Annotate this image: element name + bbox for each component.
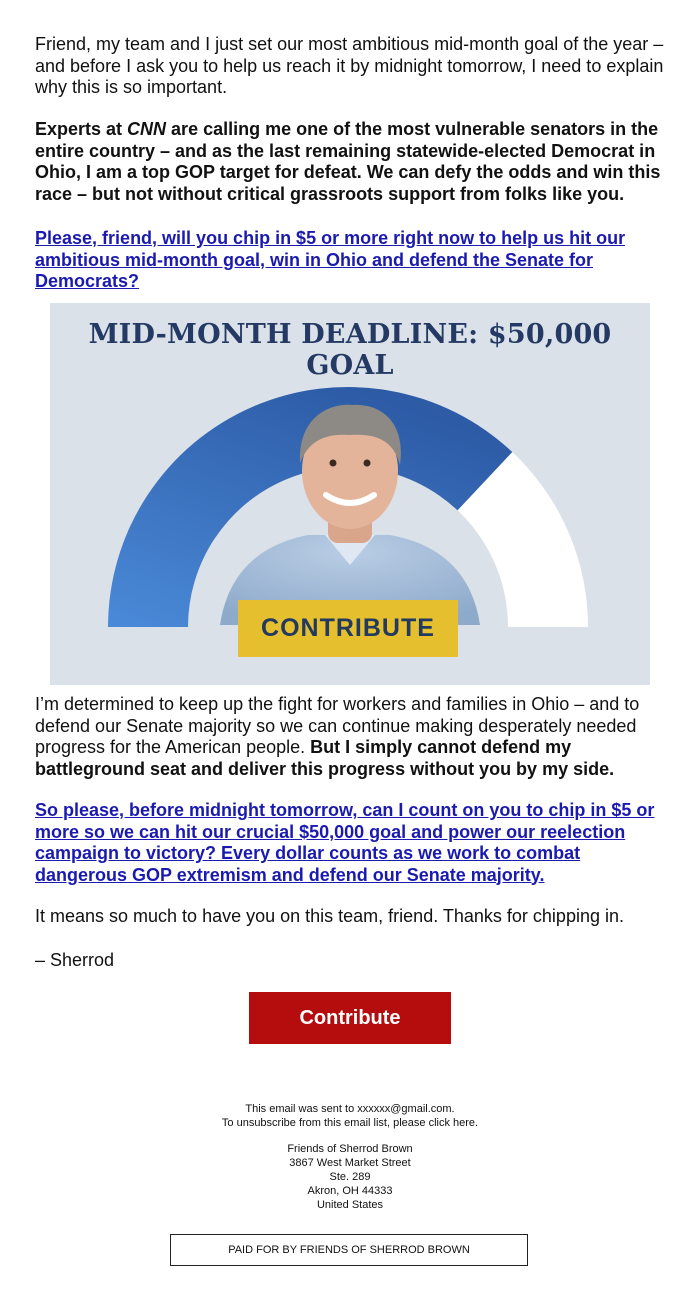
goal-banner[interactable] [50,303,650,685]
mailing-address [0,1142,700,1212]
unsub-suffix: . [475,1117,479,1129]
address-line: United States [316,1199,384,1211]
unsubscribe-link[interactable]: click here [428,1117,476,1129]
banner-title: MID-MONTH DEADLINE: $50,000 GOAL [88,319,612,381]
donate-link-paragraph-2 [35,800,667,886]
sent-prefix: This email was sent to [245,1103,358,1115]
address-line: 3867 West Market Street [289,1157,411,1169]
unsub-prefix: To unsubscribe from this email list, please [221,1117,429,1129]
donate-link-paragraph-1 [35,228,667,293]
contribute-button[interactable]: Contribute [249,992,451,1044]
address-line: Akron, OH 44333 [307,1185,393,1197]
experts-paragraph [35,119,667,205]
intro-paragraph: Friend, my team and I just set our most ambitious mid-month goal of the year – and before I ask you to help us reach it by midnight tomorrow, I need to explain why this is so important. [35,34,664,97]
determined-bold: But I simply cannot defend my battleground seat and deliver this progress without you by my side. [35,737,615,779]
thanks-paragraph: It means so much to have you on this team, friend. Thanks for chipping in. [35,906,624,926]
determined-text: I’m determined to keep up the fight for workers and families in Ohio – and to defend our Senate majority so we can continue making desperately needed progress for the American people. [35,694,640,757]
news-source: CNN [127,119,167,139]
sent-suffix: . [451,1103,455,1115]
footer-notice [0,1102,700,1130]
address-line: Ste. 289 [329,1171,371,1183]
determined-paragraph [35,694,667,780]
experts-lead: Experts at [35,119,128,139]
experts-rest: are calling me one of the most vulnerable senators in the entire country – and as the last remaining statewide-elected Democrat in Ohio, I am a top GOP target for defeat. We can defy the odds and win this race – but not without critical grassroots support from folks like you. [35,119,661,204]
address-line: Friends of Sherrod Brown [287,1143,413,1155]
donate-link-2[interactable]: So please, before midnight tomorrow, can I count on you to chip in $5 or more so we can hit our crucial $50,000 goal and power our reelection campaign to victory? Every dollar counts as we work to combat dangerous GOP extremism and defend our Senate majority. [35,800,655,885]
banner-contribute-button[interactable]: CONTRIBUTE [238,600,458,657]
sent-to-line [0,1102,700,1116]
donate-link-1[interactable]: Please, friend, will you chip in $5 or more right now to help us hit our ambitious mid-month goal, win in Ohio and defend the Senate for Democrats? [35,228,626,291]
unsubscribe-line [0,1116,700,1130]
paid-for-disclaimer: PAID FOR BY FRIENDS OF SHERROD BROWN [170,1234,528,1266]
recipient-email: xxxxxx@gmail.com [357,1103,452,1115]
signoff: – Sherrod [35,950,115,970]
